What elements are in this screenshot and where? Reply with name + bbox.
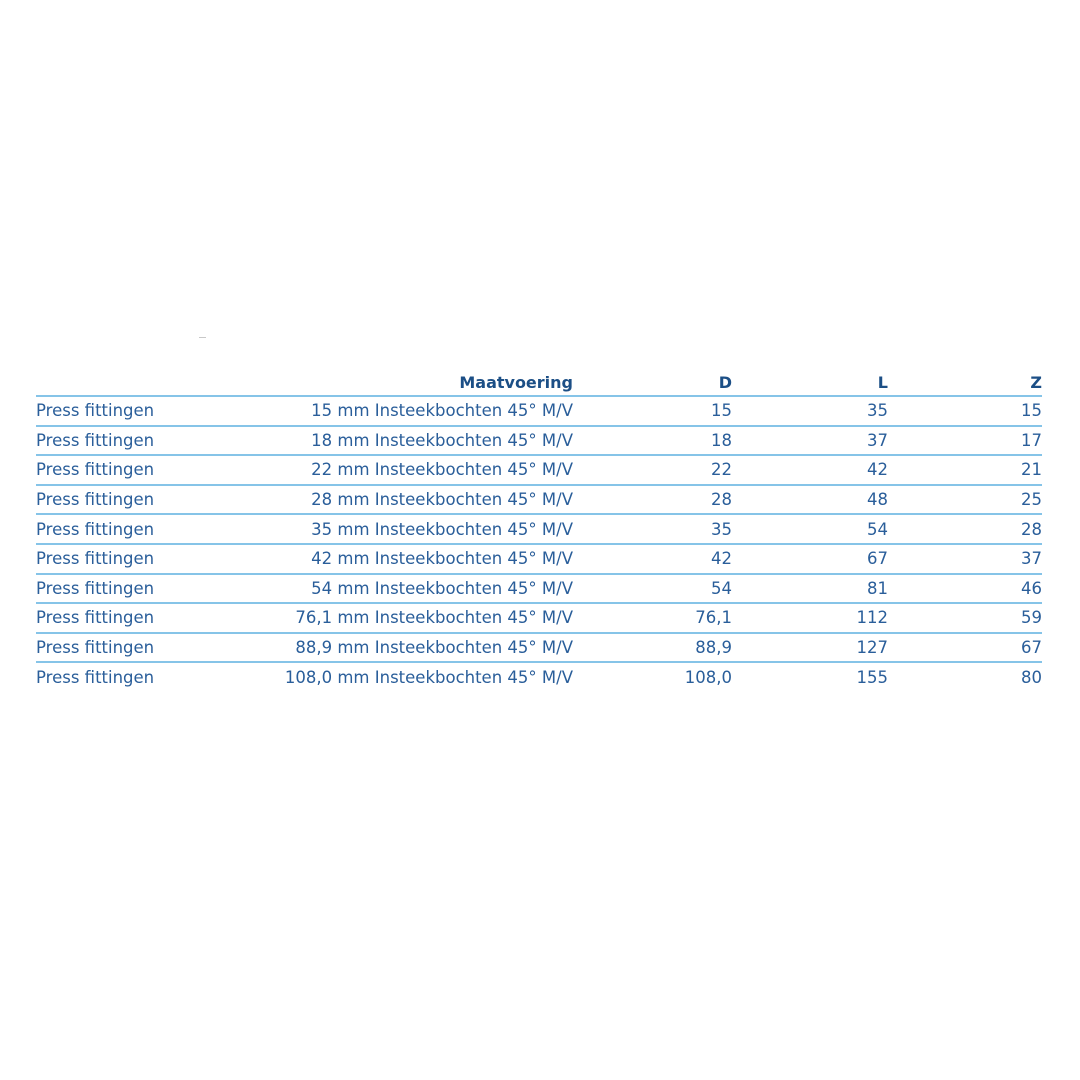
cell-category: Press fittingen [36,426,226,456]
cell-l: 37 [732,426,888,456]
table-row [36,426,1042,456]
cell-description: 18 mm Insteekbochten 45° M/V [226,426,576,456]
cell-category: Press fittingen [36,633,226,663]
table-row [36,396,1042,426]
cell-d: 15 [576,396,732,426]
cell-l: 35 [732,396,888,426]
cell-description: 108,0 mm Insteekbochten 45° M/V [284,667,573,687]
cell-category: Press fittingen [36,544,226,574]
decorative-tick [199,337,206,338]
cell-category: Press fittingen [36,667,155,687]
cell-description: 22 mm Insteekbochten 45° M/V [226,455,576,485]
cell-d: 54 [576,574,732,604]
cell-category: Press fittingen [36,455,226,485]
cell-category: Press fittingen [36,396,226,426]
table-row [36,544,1042,574]
header-category [36,364,226,396]
cell-category: Press fittingen [36,603,226,633]
table-row [36,662,1042,691]
table-row [36,603,1042,633]
cell-z: 80 [1021,667,1042,687]
header-maatvoering: Maatvoering [226,364,576,396]
cell-l: 48 [732,485,888,515]
table-row [36,455,1042,485]
cell-category: Press fittingen [36,514,226,544]
cell-l: 54 [732,514,888,544]
cell-description: 42 mm Insteekbochten 45° M/V [226,544,576,574]
cell-description: 28 mm Insteekbochten 45° M/V [226,485,576,515]
cell-category: Press fittingen [36,574,226,604]
cell-z: 46 [888,574,1042,604]
cell-z: 67 [888,633,1042,663]
cell-description: 54 mm Insteekbochten 45° M/V [226,574,576,604]
cell-description: 35 mm Insteekbochten 45° M/V [226,514,576,544]
cell-description: 88,9 mm Insteekbochten 45° M/V [226,633,576,663]
cell-z: 25 [888,485,1042,515]
cell-d: 18 [576,426,732,456]
header-d: D [576,364,732,396]
cell-d: 76,1 [576,603,732,633]
cell-d: 22 [576,455,732,485]
table-row [36,485,1042,515]
cell-l: 81 [732,574,888,604]
cell-d: 108,0 [684,667,732,687]
cell-d: 35 [576,514,732,544]
cell-l: 112 [732,603,888,633]
cell-z: 21 [888,455,1042,485]
cell-d: 42 [576,544,732,574]
cell-z: 59 [888,603,1042,633]
table-row [36,574,1042,604]
cell-description: 15 mm Insteekbochten 45° M/V [226,396,576,426]
cell-l: 127 [732,633,888,663]
cell-d: 28 [576,485,732,515]
cell-z: 17 [888,426,1042,456]
cell-d: 88,9 [576,633,732,663]
cell-z: 37 [888,544,1042,574]
cell-description: 76,1 mm Insteekbochten 45° M/V [226,603,576,633]
cell-category: Press fittingen [36,485,226,515]
cell-l: 67 [732,544,888,574]
table-row [36,633,1042,663]
cell-z: 15 [888,396,1042,426]
header-z: Z [888,364,1042,396]
cell-l: 42 [732,455,888,485]
table-header-row [36,364,1042,396]
table-row [36,514,1042,544]
cell-l: 155 [856,667,888,687]
cell-z: 28 [888,514,1042,544]
dimensions-table [36,364,1042,691]
header-l: L [732,364,888,396]
